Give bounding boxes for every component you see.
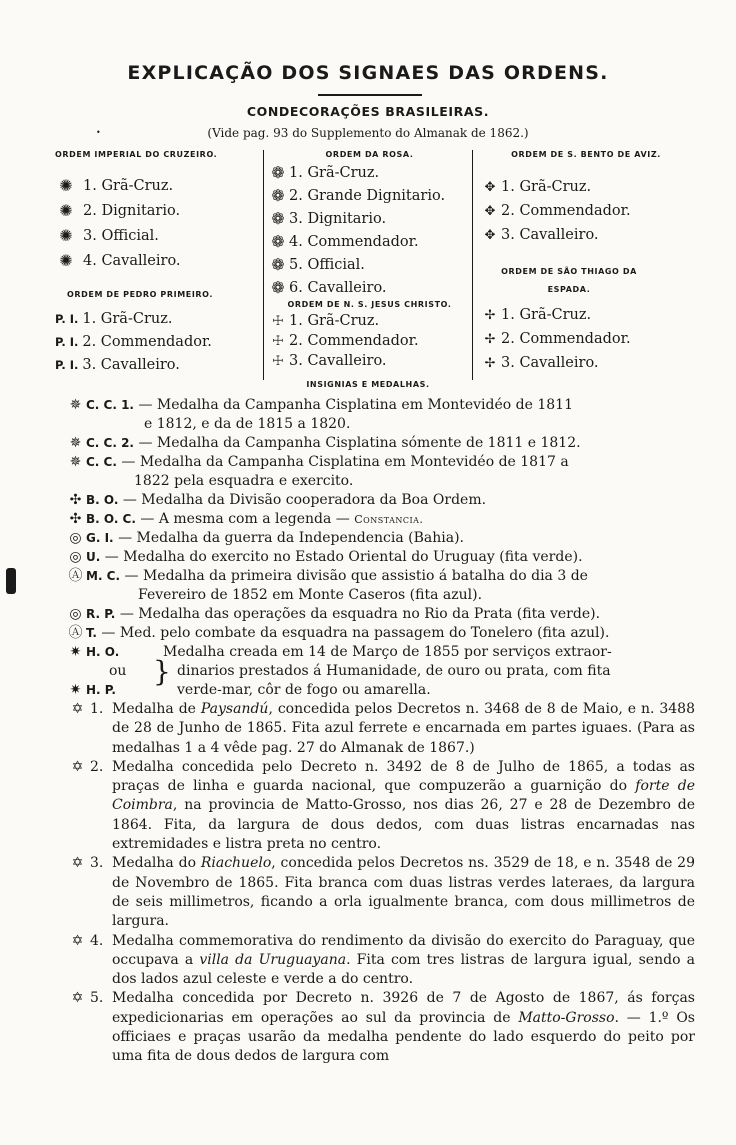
list-item: ❁ 4. Commendador. [267,230,472,253]
title-rule [318,94,422,96]
margin-ink-mark [6,568,16,594]
round-medal-icon: Ⓐ [68,625,83,641]
round-medal-icon: ◎ [69,606,82,622]
list-item: ✺ 2. Dignitario. [55,198,261,223]
list-item: ✥ 3. Cavalleiro. [479,223,693,247]
six-point-star-icon: ✡ [71,932,84,949]
list-item: ☩ 2. Commendador. [267,331,472,351]
page-title: EXPLICAÇÃO DOS SIGNAES DAS ORDENS. [127,62,609,84]
round-medal-icon: ◎ [69,549,82,565]
order-cross-icon: ✣ [69,492,82,508]
round-medal-icon: Ⓐ [68,568,83,584]
subtitle: CONDECORAÇÕES BRASILEIRAS. [246,104,490,119]
list-item: ✢ 1. Grã-Cruz. [479,303,693,327]
sword-cross-icon: ✢ [484,355,496,371]
list-item: ✢ 3. Cavalleiro. [479,351,693,375]
heading-aviz: ORDEM DE S. BENTO DE AVIZ. [511,150,661,159]
list-item: ❁ 2. Grande Dignitario. [267,184,472,207]
column-rosa-jesus [267,150,472,371]
medal-cross-icon: ✵ [69,435,82,451]
heading-jesus: ORDEM DE N. S. JESUS CHRISTO. [287,300,452,309]
list-item: ✢ 2. Commendador. [479,327,693,351]
medal-cross-icon: ✵ [69,454,82,470]
six-point-star-icon: ✡ [71,758,84,775]
cross-icon: ☩ [272,353,284,369]
medal-entry: Ⓐ T. — Med. pelo combate da esquadra na passagem do Tonelero (fita azul). [65,624,695,643]
cross-icon: ☩ [272,313,284,329]
numbered-medal-entry: ✡ 2. Medalha concedida pelo Decreto n. 3492 de 8 de Julho de 1865, a todas as praças de linha e guarda nacional, que compuzerão a guarnição do forte de Coimbra, na provincia de Matto-Grosso, nos dias 26, 27 e 28 de Dezembro de 1864. Fita, da largura de dous dedos, com duas listras encarnadas nas extremidades e listra preta no centro. [65,758,695,854]
medal-entry: ◎ R. P. — Medalha das operações da esquadra no Rio da Prata (fita verde). [65,605,695,624]
cross-fleury-icon: ✥ [484,227,496,243]
medal-entry: ✵ C. C. — Medalha da Campanha Cisplatina em Montevidéo de 1817 a 1822 pela esquadra e exercito. [65,453,695,491]
orders-table [55,150,693,385]
rose-icon: ❁ [271,163,285,182]
medals-list [65,396,695,1067]
heading-pedro: ORDEM DE PEDRO PRIMEIRO. [67,290,214,299]
list-item: ✥ 1. Grã-Cruz. [479,175,693,199]
insignias-heading: INSIGNIAS E MEDALHAS. [306,380,430,389]
cruzeiro-star-icon: ✺ [59,251,73,270]
sword-cross-icon: ✢ [484,331,496,347]
list-item: ✥ 2. Commendador. [479,199,693,223]
medal-entry: ✣ B. O. C. — A mesma com a legenda — Constancia. [65,510,695,529]
rose-icon: ❁ [271,278,285,297]
stray-dot: • [96,128,101,137]
humanidade-entry: ✷ H. O. ou ✷ H. P. } Medalha creada em 14 de Março de 1855 por serviços extraor- dinarios prestados á Humanidade, de ouro ou prata, com fita verde-mar, côr de fogo ou amarella. [65,643,695,700]
medal-entry: ◎ G. I. — Medalha da guerra da Independencia (Bahia). [65,529,695,548]
numbered-medal-entry: ✡ 5. Medalha concedida por Decreto n. 3926 de 7 de Agosto de 1867, ás forças expedicionarias em operações ao sul da provincia de Matto-Grosso. — 1.º Os officiaes e praças usarão da medalha pendente do lado esquerdo do peito por uma fita de dous dedos de largura com [65,989,695,1066]
list-item: ✺ 3. Official. [55,223,261,248]
column-aviz-thiago [479,150,693,375]
list-item: ✺ 1. Grã-Cruz. [55,173,261,198]
brace: } [153,655,171,688]
six-point-star-icon: ✡ [71,701,84,717]
heading-thiago: ORDEM DE SÃO THIAGO DA ESPADA. [501,267,637,294]
list-item: ✺ 4. Cavalleiro. [55,248,261,273]
round-medal-icon: ◎ [69,530,82,546]
six-point-star-icon: ✡ [71,855,84,872]
six-point-star-icon: ✡ [71,990,84,1007]
heading-cruzeiro: ORDEM IMPERIAL DO CRUZEIRO. [55,150,218,159]
heading-rosa: ORDEM DA ROSA. [325,150,414,159]
list-item: ☩ 3. Cavalleiro. [267,351,472,371]
numbered-medal-entry: ✡ 1. Medalha de Paysandú, concedida pelos Decretos n. 3468 de 8 de Maio, e n. 3488 de 28 de Junho de 1865. Fita azul ferrete e encarnada em partes iguaes. (Para as medalhas 1 a 4 vêde pag. 27 do Almanak de 1867.) [65,700,695,758]
supplement-note: (Vide pag. 93 do Supplemento do Almanak de 1862.) [207,126,529,140]
list-item: P. I. 1. Grã-Cruz. [55,310,173,327]
numbered-medal-entry: ✡ 4. Medalha commemorativa do rendimento da divisão do exercito do Paraguay, que occupava a villa da Uruguayana. Fita com tres listras de largura igual, sendo a dos lados azul celeste e verde a do centro. [65,932,695,990]
rose-icon: ❁ [271,209,285,228]
rose-icon: ❁ [271,186,285,205]
cruzeiro-star-icon: ✺ [59,226,73,245]
medal-star-icon: ✷ [69,644,82,660]
medal-entry: Ⓐ M. C. — Medalha da primeira divisão que assistio á batalha do dia 3 de Fevereiro de 1852 em Monte Caseros (fita azul). [65,567,695,605]
cross-fleury-icon: ✥ [484,203,496,219]
rose-icon: ❁ [271,255,285,274]
cruzeiro-star-icon: ✺ [59,176,73,195]
sword-cross-icon: ✢ [484,307,496,323]
list-item: P. I. 3. Cavalleiro. [55,356,180,373]
medal-star-icon: ✷ [69,682,82,698]
medal-entry: ✵ C. C. 1. — Medalha da Campanha Cisplatina em Montevidéo de 1811 e 1812, e da de 1815 a 1820. [65,396,695,434]
column-cruzeiro-pedro [55,150,261,376]
cross-fleury-icon: ✥ [484,179,496,195]
list-item: ❁ 5. Official. [267,253,472,276]
order-cross-icon: ✣ [69,511,82,527]
list-item: ❁ 6. Cavalleiro. [267,276,472,299]
medal-entry: ✣ B. O. — Medalha da Divisão cooperadora da Boa Ordem. [65,491,695,510]
list-item: ☩ 1. Grã-Cruz. [267,311,472,331]
cruzeiro-star-icon: ✺ [59,201,73,220]
medal-entry: ✵ C. C. 2. — Medalha da Campanha Cisplatina sómente de 1811 e 1812. [65,434,695,453]
cross-icon: ☩ [272,333,284,349]
medal-cross-icon: ✵ [69,397,82,413]
numbered-medal-entry: ✡ 3. Medalha do Riachuelo, concedida pelos Decretos ns. 3529 de 18, e n. 3548 de 29 de Novembro de 1865. Fita branca com duas listras verdes lateraes, da largura de seis millimetros, ficando a orla igualmente branca, com dous millimetros de largura. [65,854,695,931]
medal-entry: ◎ U. — Medalha do exercito no Estado Oriental do Uruguay (fita verde). [65,548,695,567]
list-item: ❁ 1. Grã-Cruz. [267,161,472,184]
rose-icon: ❁ [271,232,285,251]
list-item: P. I. 2. Commendador. [55,333,212,350]
list-item: ❁ 3. Dignitario. [267,207,472,230]
